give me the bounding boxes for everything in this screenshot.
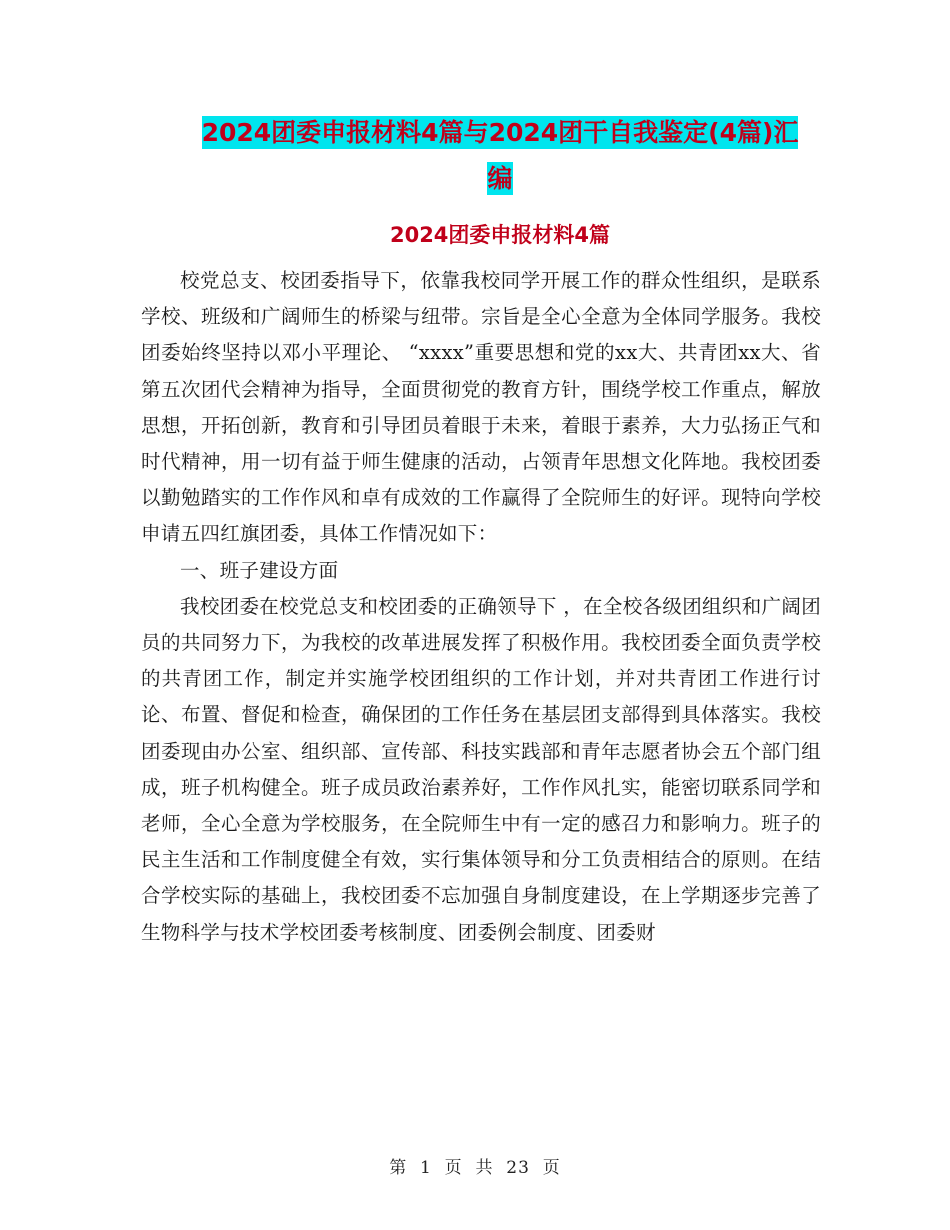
document-title — [140, 110, 860, 202]
page-footer — [0, 1153, 950, 1178]
page-number: 第 1 页 共 23 页 — [389, 1158, 561, 1178]
section-title: 2024团委申报材料4篇 — [389, 223, 611, 247]
document-title-line-2: 编 — [487, 164, 513, 193]
document-title-line-1: 2024团委申报材料4篇与2024团干自我鉴定(4篇)汇 — [201, 118, 799, 147]
body-text — [141, 263, 821, 951]
paragraph: 我校团委在校党总支和校团委的正确领导下 ，在全校各级团组织和广阔团员的共同努力下，为我校的改革进展发挥了积极作用。我校团委全面负责学校的共青团工作，制定并实施学校团组织的工作计划，并对共青团工作进行讨论、布置、督促和检查，确保团的工作任务在基层团支部得到具体落实。我校团委现由办公室、组织部、宣传部、科技实践部和青年志愿者协会五个部门组成，班子机构健全。班子成员政治素养好，工作作风扎实，能密切联系同学和老师，全心全意为学校服务，在全院师生中有一定的感召力和影响力。班子的民主生活和工作制度健全有效，实行集体领导和分工负责相结合的原则。在结合学校实际的基础上，我校团委不忘加强自身制度建设，在上学期逐步完善了生物科学与技术学校团委考核制度、团委例会制度、团委财 — [141, 594, 821, 944]
paragraph: 校党总支、校团委指导下，依靠我校同学开展工作的群众性组织，是联系学校、班级和广阔师生的桥梁与纽带。宗旨是全心全意为全体同学服务。我校团委始终坚持以邓小平理论、 “xxxx”重要思想和党的xx大、共青团xx大、省第五次团代会精神为指导，全面贯彻党的教育方针，围绕学校工作重点，解放思想，开拓创新，教育和引导团员着眼于未来，着眼于素养，大力弘扬正气和时代精神，用一切有益于师生健康的活动，占领青年思想文化阵地。我校团委以勤勉踏实的工作作风和卓有成效的工作赢得了全院师生的好评。现特向学校申请五四红旗团委，具体工作情况如下： — [141, 269, 821, 546]
paragraph-heading: 一、班子建设方面 — [180, 558, 339, 582]
